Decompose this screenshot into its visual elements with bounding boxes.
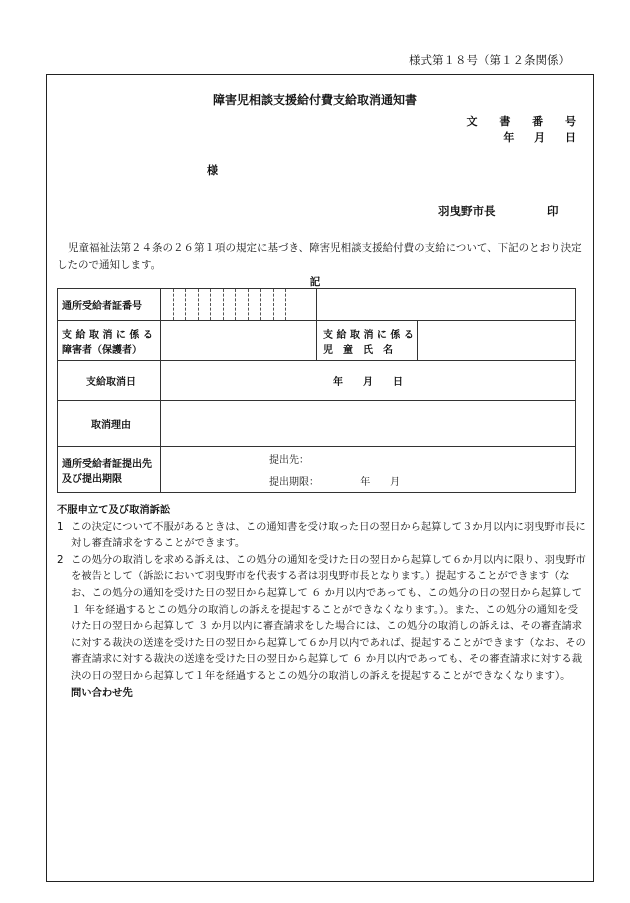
reason-label: 取消理由 xyxy=(58,401,161,447)
record-heading: 記 xyxy=(309,276,321,288)
cancel-date-row xyxy=(58,361,576,401)
cancel-date-label: 支給取消日 xyxy=(58,361,161,401)
addressee-suffix: 様 xyxy=(207,164,218,177)
note-number: 1 xyxy=(57,520,64,533)
note-text: この決定について不服があるときは、この通知書を受け取った日の翌日から起算して３か月以内に羽曳野市長に対し審査請求をすることができます。 xyxy=(71,520,586,550)
submission-row xyxy=(58,447,576,493)
guardian-name-field[interactable] xyxy=(161,321,317,361)
body-paragraph: 児童福祉法第２４条の２６第１項の規定に基づき、障害児相談支援給付費の支給について、下記のとおり決定したので通知します。 xyxy=(57,242,582,271)
deadline-line xyxy=(269,473,575,488)
submit-to-label: 提出先： xyxy=(269,455,309,466)
reason-row xyxy=(58,401,576,447)
note-number: 2 xyxy=(57,553,64,566)
child-name-label: 支 給 取 消 に 係 る 児 童 氏 名 xyxy=(317,321,418,361)
submission-label: 通所受給者証提出先 及び提出期限 xyxy=(58,447,161,493)
child-name-field[interactable] xyxy=(418,321,576,361)
guardian-row xyxy=(58,321,576,361)
issuer-name: 羽曳野市長 xyxy=(438,204,496,218)
guardian-label: 支 給 取 消 に 係 る 障害者（保護者） xyxy=(58,321,161,361)
certificate-number-blank xyxy=(317,289,576,321)
deadline-value: 年 月 xyxy=(360,477,401,488)
note-item xyxy=(57,519,587,552)
notes-heading: 不服申立て及び取消訴訟 xyxy=(57,504,171,516)
document-title: 障害児相談支援給付費支給取消通知書 xyxy=(212,93,417,107)
cancel-date-value[interactable]: 年 月 日 xyxy=(161,361,576,401)
detail-table xyxy=(57,288,576,493)
note-text: この処分の取消しを求める訴えは、この処分の通知を受けた日の翌日から起算して６か月以内に限り、羽曳野市を被告として（訴訟において羽曳野市を代表する者は羽曳野市長となります。）提起することができます（なお、この処分の通知を受けた日の翌日から起算して ６ か月以内であっても、この処分の日の翌日から起算して １ 年を経過するとこの処分の取消しの訴えを提起することができなくなります。）。また、この処分の通知を受けた日の翌日から起算して ３ か月以内に審査請求をした場合には、この処分の取消しの訴えは、その審査請求に対する裁決の送達を受けた日の翌日から起算して６か月以内であれば、提起することができます（なお、その審査請求に対する裁決の送達を受けた日の翌日から起算して ６ か月以内であっても、その審査請求に対する裁決の日の翌日から起算して１年を経過するとこの処分の取消しの訴えを提起することができなくなります）。 xyxy=(71,553,586,682)
document-date-label: 年 月 日 xyxy=(503,131,576,144)
submission-field[interactable] xyxy=(161,447,576,493)
notes-section xyxy=(57,502,587,701)
seal-mark: 印 xyxy=(547,204,559,218)
document-number-label: 文 書 番 号 xyxy=(466,115,576,128)
deadline-label: 提出期限： xyxy=(269,477,319,488)
form-number: 様式第１８号（第１２条関係） xyxy=(409,53,570,67)
contact-label: 問い合わせ先 xyxy=(71,686,133,699)
certificate-number-field[interactable] xyxy=(161,289,317,321)
reason-field[interactable] xyxy=(161,401,576,447)
note-item xyxy=(57,552,587,685)
certificate-number-label: 通所受給者証番号 xyxy=(58,289,161,321)
certificate-number-row xyxy=(58,289,576,321)
